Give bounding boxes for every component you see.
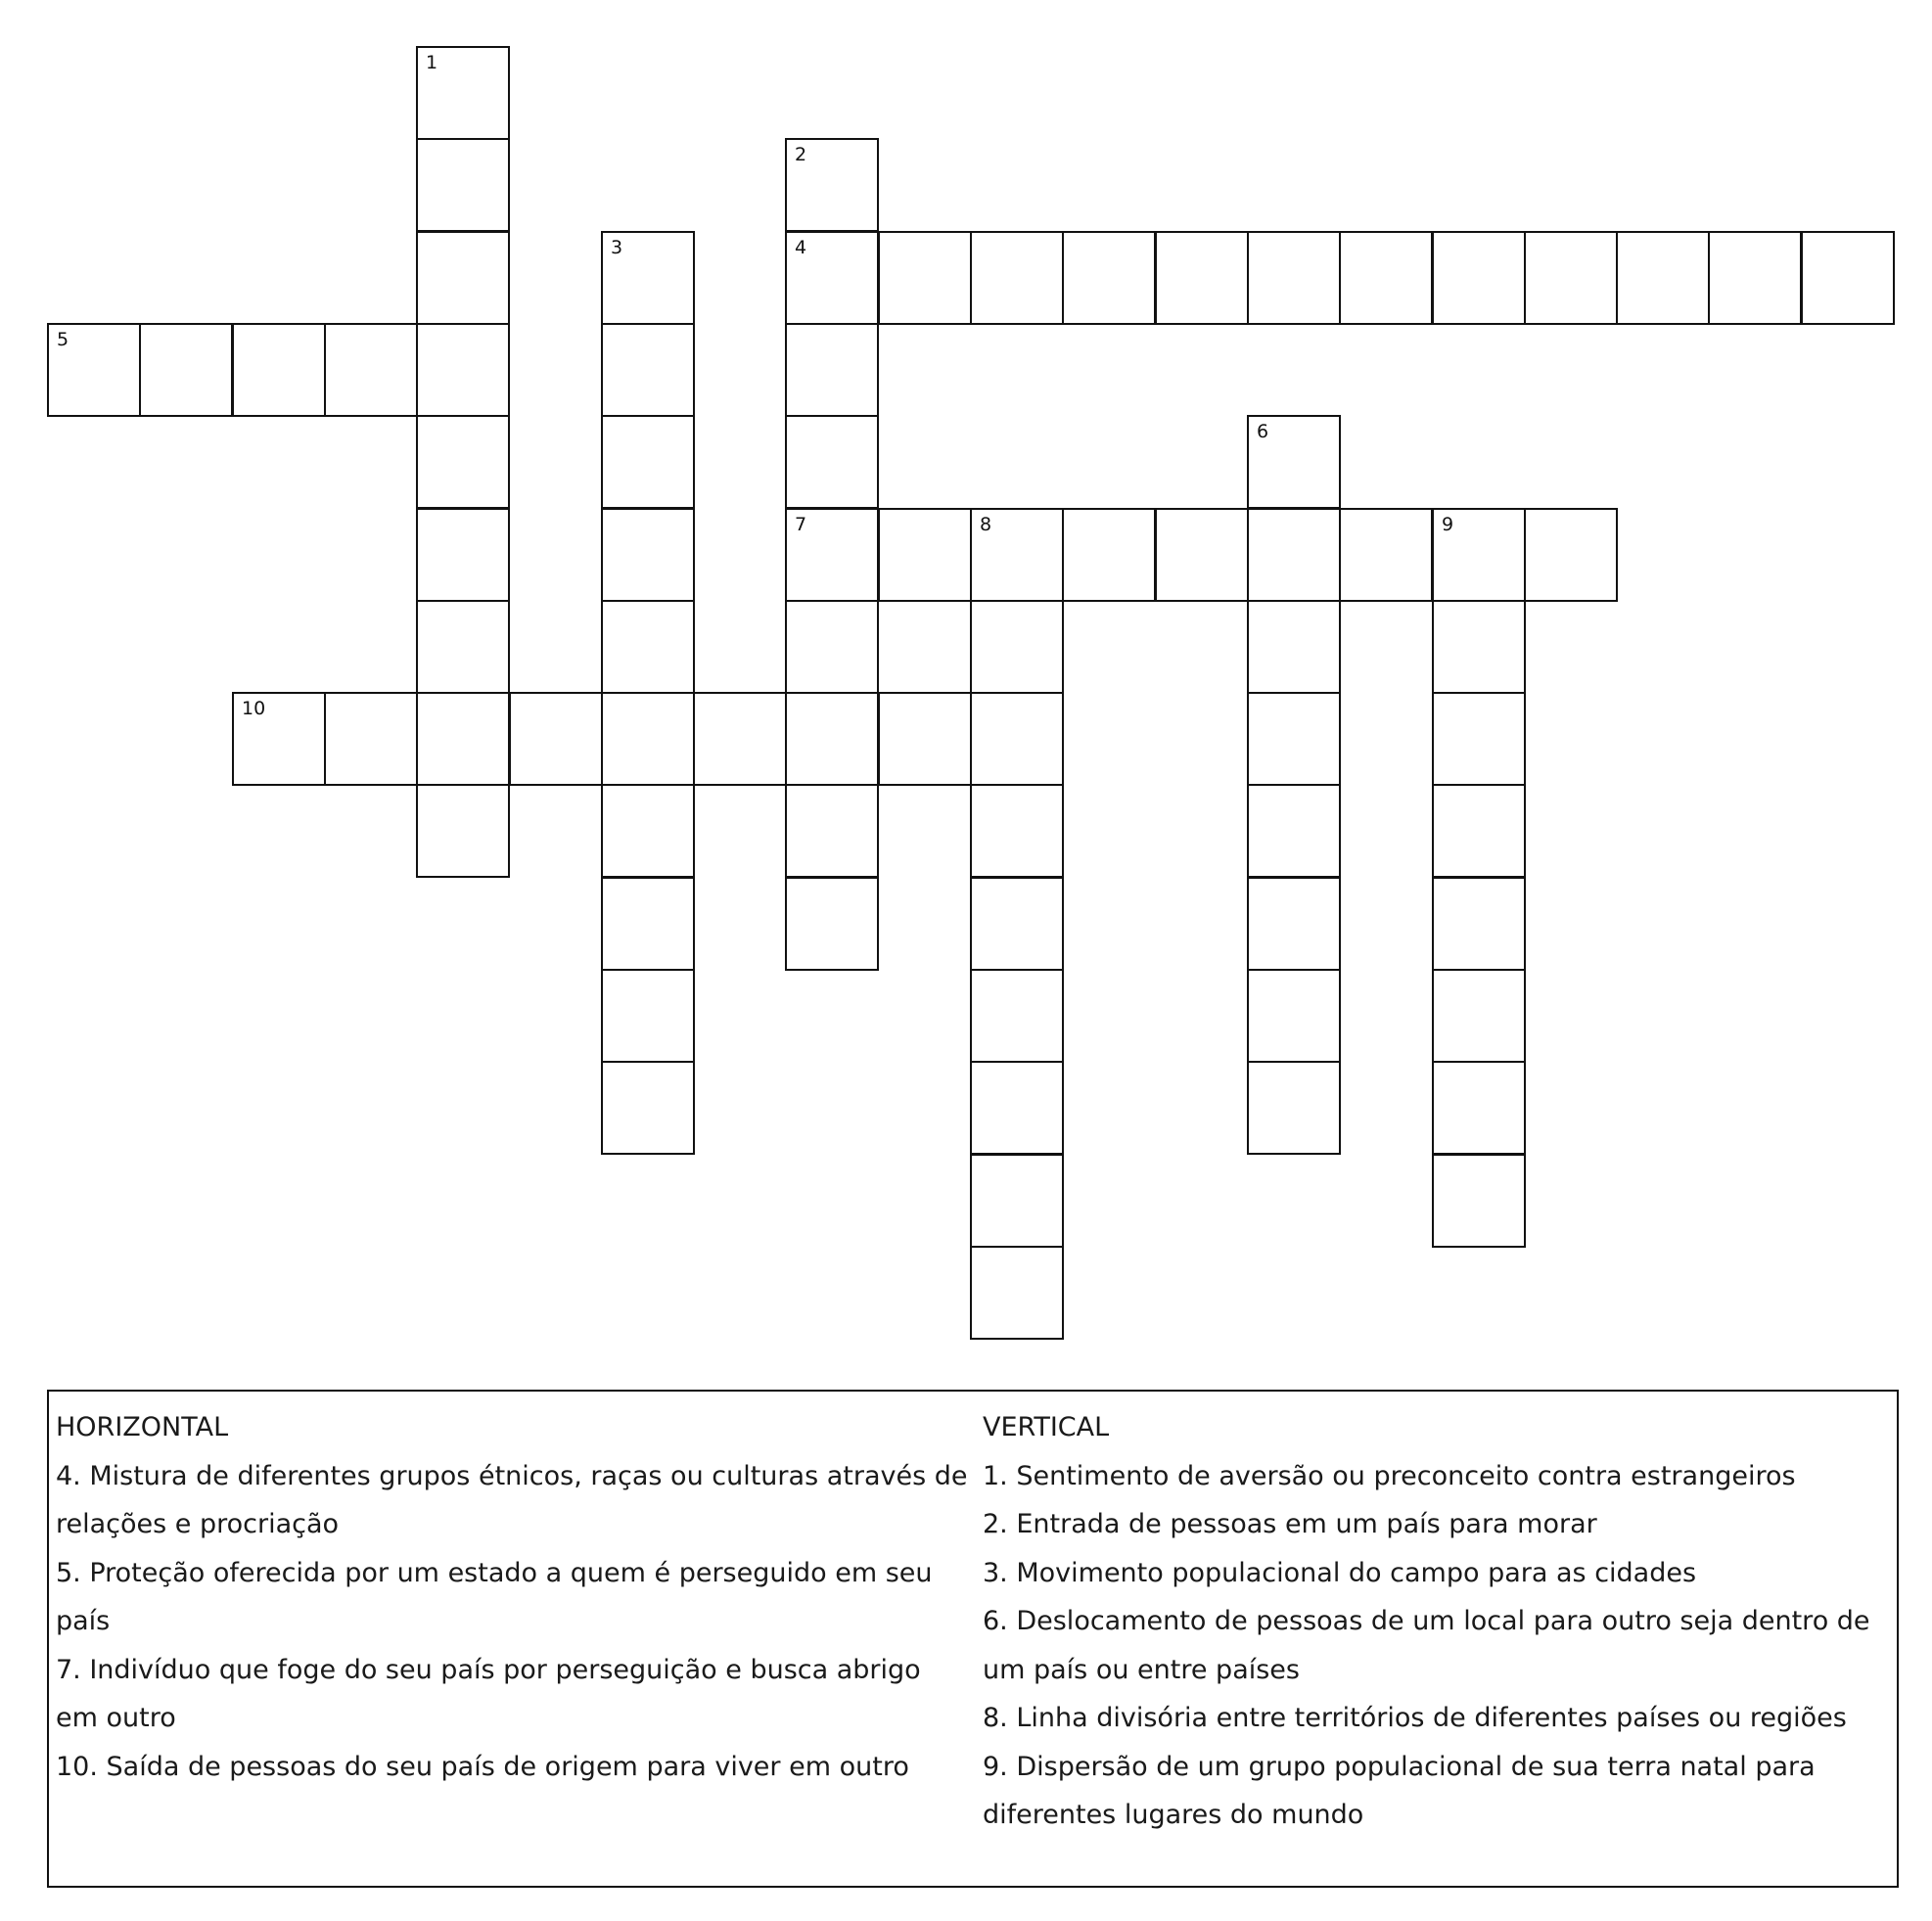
crossword-cell[interactable] — [1524, 231, 1618, 325]
clue-number: 1 — [426, 52, 438, 73]
clue-vertical-8: 8. Linha divisória entre territórios de diferentes países ou regiões — [983, 1703, 1847, 1733]
clue-number: 6 — [1257, 421, 1269, 442]
clue-number: 7 — [795, 514, 807, 535]
crossword-cell[interactable] — [1616, 231, 1710, 325]
clues-box — [47, 1390, 1899, 1888]
clue-number: 5 — [57, 329, 69, 350]
crossword-cell[interactable] — [1247, 692, 1341, 786]
crossword-cell[interactable] — [693, 692, 787, 786]
crossword-cell[interactable] — [970, 1246, 1064, 1340]
clue-horizontal-5: 5. Proteção oferecida por um estado a quem é perseguido em seu país — [56, 1557, 933, 1636]
crossword-cell[interactable] — [232, 323, 326, 417]
crossword-cell[interactable] — [1155, 508, 1249, 602]
crossword-cell[interactable] — [878, 692, 972, 786]
crossword-cell[interactable] — [509, 692, 603, 786]
crossword-cell[interactable] — [601, 877, 695, 971]
crossword-cell[interactable] — [601, 969, 695, 1063]
horizontal-clues — [56, 1403, 971, 1791]
crossword-cell[interactable] — [601, 692, 695, 786]
crossword-cell[interactable] — [1432, 508, 1526, 602]
crossword-cell[interactable] — [1247, 231, 1341, 325]
crossword-cell[interactable] — [878, 231, 972, 325]
crossword-cell[interactable] — [1247, 415, 1341, 509]
crossword-cell[interactable] — [970, 508, 1064, 602]
crossword-cell[interactable] — [601, 508, 695, 602]
crossword-cell[interactable] — [1432, 600, 1526, 694]
clue-number: 8 — [980, 514, 992, 535]
clue-number: 3 — [611, 237, 623, 258]
crossword-cell[interactable] — [232, 692, 326, 786]
crossword-cell[interactable] — [785, 323, 879, 417]
crossword-cell[interactable] — [601, 323, 695, 417]
crossword-cell[interactable] — [1432, 877, 1526, 971]
crossword-cell[interactable] — [1432, 1061, 1526, 1155]
crossword-cell[interactable] — [785, 138, 879, 232]
crossword-cell[interactable] — [324, 323, 418, 417]
crossword-cell[interactable] — [416, 692, 510, 786]
crossword-cell[interactable] — [1432, 231, 1526, 325]
clue-vertical-2: 2. Entrada de pessoas em um país para morar — [983, 1509, 1597, 1539]
crossword-cell[interactable] — [1708, 231, 1802, 325]
crossword-cell[interactable] — [1432, 969, 1526, 1063]
crossword-cell[interactable] — [601, 231, 695, 325]
crossword-cell[interactable] — [1247, 508, 1341, 602]
crossword-cell[interactable] — [1155, 231, 1249, 325]
crossword-cell[interactable] — [139, 323, 233, 417]
crossword-cell[interactable] — [785, 508, 879, 602]
crossword-cell[interactable] — [1524, 508, 1618, 602]
crossword-cell[interactable] — [1432, 692, 1526, 786]
crossword-cell[interactable] — [785, 692, 879, 786]
horizontal-heading: HORIZONTAL — [56, 1412, 229, 1442]
crossword-cell[interactable] — [416, 46, 510, 140]
crossword-cell[interactable] — [416, 231, 510, 325]
vertical-heading: VERTICAL — [983, 1412, 1110, 1442]
clue-number: 10 — [242, 698, 266, 719]
crossword-cell[interactable] — [1247, 600, 1341, 694]
crossword-cell[interactable] — [785, 877, 879, 971]
crossword-cell[interactable] — [416, 600, 510, 694]
crossword-cell[interactable] — [970, 692, 1064, 786]
crossword-cell[interactable] — [601, 600, 695, 694]
crossword-cell[interactable] — [1247, 969, 1341, 1063]
crossword-cell[interactable] — [416, 508, 510, 602]
crossword-cell[interactable] — [970, 969, 1064, 1063]
clue-vertical-3: 3. Movimento populacional do campo para as cidades — [983, 1557, 1697, 1588]
crossword-cell[interactable] — [878, 508, 972, 602]
clue-number: 9 — [1442, 514, 1454, 535]
crossword-cell[interactable] — [970, 600, 1064, 694]
crossword-cell[interactable] — [1432, 784, 1526, 878]
clue-horizontal-4: 4. Mistura de diferentes grupos étnicos, raças ou culturas através de relações e procriação — [56, 1460, 968, 1539]
clue-vertical-6: 6. Deslocamento de pessoas de um local para outro seja dentro de um país ou entre países — [983, 1606, 1870, 1685]
clue-vertical-9: 9. Dispersão de um grupo populacional de sua terra natal para diferentes lugares do mundo — [983, 1751, 1816, 1830]
crossword-cell[interactable] — [1247, 784, 1341, 878]
clue-number: 2 — [795, 144, 807, 165]
crossword-cell[interactable] — [1062, 508, 1156, 602]
crossword-cell[interactable] — [785, 415, 879, 509]
crossword-cell[interactable] — [785, 600, 879, 694]
vertical-clues — [983, 1403, 1893, 1840]
crossword-cell[interactable] — [601, 415, 695, 509]
crossword-cell[interactable] — [416, 138, 510, 232]
crossword-cell[interactable] — [1432, 1154, 1526, 1248]
crossword-cell[interactable] — [785, 231, 879, 325]
crossword-cell[interactable] — [970, 231, 1064, 325]
crossword-cell[interactable] — [970, 784, 1064, 878]
clue-horizontal-7: 7. Indivíduo que foge do seu país por perseguição e busca abrigo em outro — [56, 1654, 921, 1733]
crossword-cell[interactable] — [1247, 877, 1341, 971]
crossword-cell[interactable] — [1339, 508, 1433, 602]
crossword-cell[interactable] — [47, 323, 141, 417]
crossword-cell[interactable] — [1062, 231, 1156, 325]
crossword-cell[interactable] — [1339, 231, 1433, 325]
crossword-cell[interactable] — [970, 877, 1064, 971]
crossword-cell[interactable] — [601, 784, 695, 878]
crossword-cell[interactable] — [1247, 1061, 1341, 1155]
crossword-cell[interactable] — [324, 692, 418, 786]
clue-number: 4 — [795, 237, 807, 258]
crossword-cell[interactable] — [416, 323, 510, 417]
crossword-cell[interactable] — [416, 784, 510, 878]
crossword-cell[interactable] — [970, 1154, 1064, 1248]
clue-horizontal-10: 10. Saída de pessoas do seu país de origem para viver em outro — [56, 1751, 909, 1782]
crossword-cell[interactable] — [970, 1061, 1064, 1155]
crossword-cell[interactable] — [785, 784, 879, 878]
clue-vertical-1: 1. Sentimento de aversão ou preconceito contra estrangeiros — [983, 1460, 1796, 1491]
crossword-cell[interactable] — [416, 415, 510, 509]
crossword-cell[interactable] — [1801, 231, 1895, 325]
crossword-cell[interactable] — [601, 1061, 695, 1155]
